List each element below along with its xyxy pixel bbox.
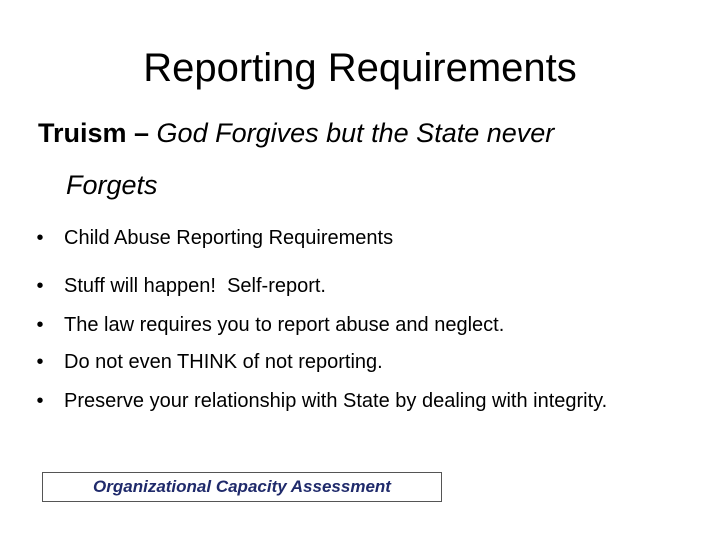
truism-rest: God Forgives but the State never — [149, 118, 555, 148]
footer-label: Organizational Capacity Assessment — [93, 477, 391, 496]
bullet-item — [30, 225, 650, 251]
bullet-text: Do not even THINK of not reporting. — [64, 351, 383, 373]
bullet-item — [30, 273, 650, 299]
bullet-text: Stuff will happen! Self-report. — [64, 275, 326, 297]
bullet-item — [30, 388, 650, 414]
bullet-item — [30, 349, 650, 375]
bullet-dot-icon: • — [36, 227, 44, 249]
footer-banner — [42, 472, 442, 502]
truism-lead: Truism – — [38, 118, 150, 148]
bullet-text: Child Abuse Reporting Requirements — [64, 227, 394, 249]
bullet-item — [30, 312, 650, 338]
bullet-dot-icon: • — [36, 351, 44, 373]
truism-heading — [38, 112, 688, 206]
truism-continuation: Forgets — [66, 170, 158, 200]
bullet-text: Preserve your relationship with State by dealing with integrity. — [64, 390, 608, 412]
slide-title: Reporting Requirements — [143, 46, 577, 90]
bullet-dot-icon: • — [36, 390, 44, 412]
bullet-dot-icon: • — [36, 314, 44, 336]
bullet-text: The law requires you to report abuse and neglect. — [64, 314, 505, 336]
bullet-dot-icon: • — [36, 275, 44, 297]
